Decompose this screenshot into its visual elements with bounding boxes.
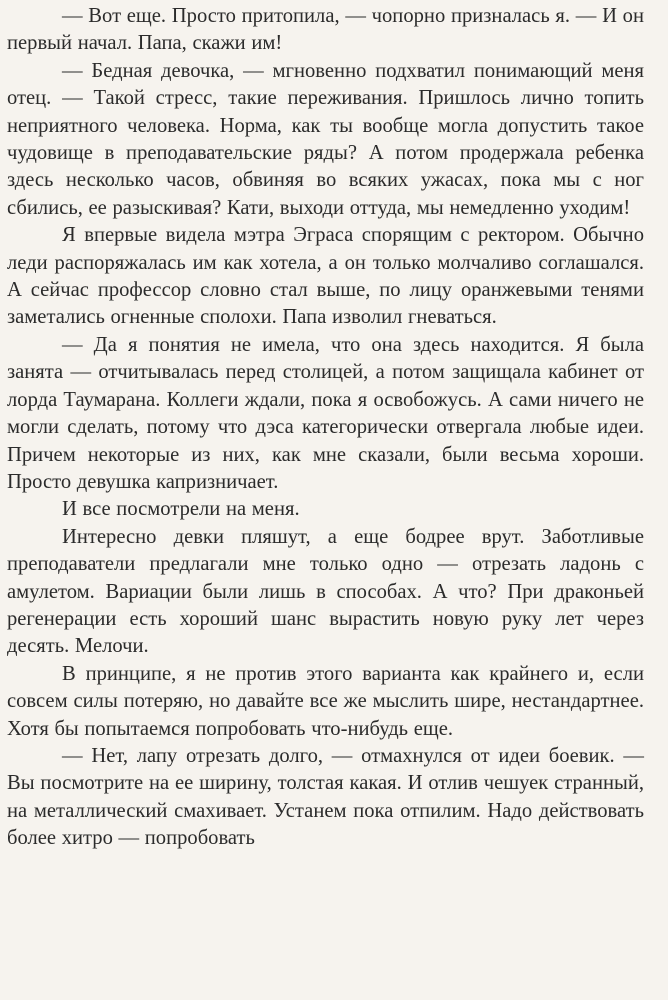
paragraph-4: — Да я понятия не имела, что она здесь находится. Я была занята — отчитывалась перед столицей, а потом защищала кабинет от лорда Таумарана. Коллеги ждали, пока я освобожусь. А сами ничего не могли сделать, потому что дэса категорически отвергала любые идеи. Причем некоторые из них, как мне сказали, были весьма хороши. Просто девушка капризничает. xyxy=(7,333,644,493)
paragraph-8: — Нет, лапу отрезать долго, — отмахнулся от идеи боeвик. — Вы посмотрите на ее ширину, толстая какая. И отлив чешуек странный, на металлический смахивает. Устанем пока отпилим. Надо действовать более хитро — попробовать xyxy=(7,744,644,850)
paragraph-2: — Бедная девочка, — мгновенно подхватил понимающий меня отец. — Такой стресс, такие переживания. Пришлось лично топить неприятного человека. Норма, как ты вообще могла допустить такое чудовище в преподавательские ряды? А потом продержала ребенка здесь несколько часов, обвиняя во всяких ужасах, пока мы с ног сбились, ее разыскивая? Кати, выходи оттуда, мы немедленно уходим! xyxy=(7,59,644,219)
paragraph-6: Интересно девки пляшут, а еще бодрее врут. Заботливые преподаватели предлагали мне только одно — отрезать ладонь с амулетом. Вариации были лишь в способах. А что? При драконьей регенерации есть хороший шанс вырастить новую руку лет через десять. Мелочи. xyxy=(7,525,644,658)
paragraph-3: Я впервые видела мэтра Эграса спорящим с ректором. Обычно леди распоряжалась им как хотела, а он только молчаливо соглашался. А сейчас профессор словно стал выше, по лицу оранжевыми тенями заметались огненные сполохи. Папа изволил гневаться. xyxy=(7,224,644,329)
body-text xyxy=(7,3,644,853)
paragraph-5: И все посмотрели на меня. xyxy=(62,498,300,521)
paragraph-1: — Вот еще. Просто притопила, — чопорно призналась я. — И он первый начал. Папа, скажи им! xyxy=(7,5,644,55)
paragraph-7: В принципе, я не против этого варианта как крайнего и, если совсем силы потеряю, но давайте все же мыслить шире, нестандартнее. Хотя бы попытаемся попробовать что-нибудь еще. xyxy=(7,662,644,740)
